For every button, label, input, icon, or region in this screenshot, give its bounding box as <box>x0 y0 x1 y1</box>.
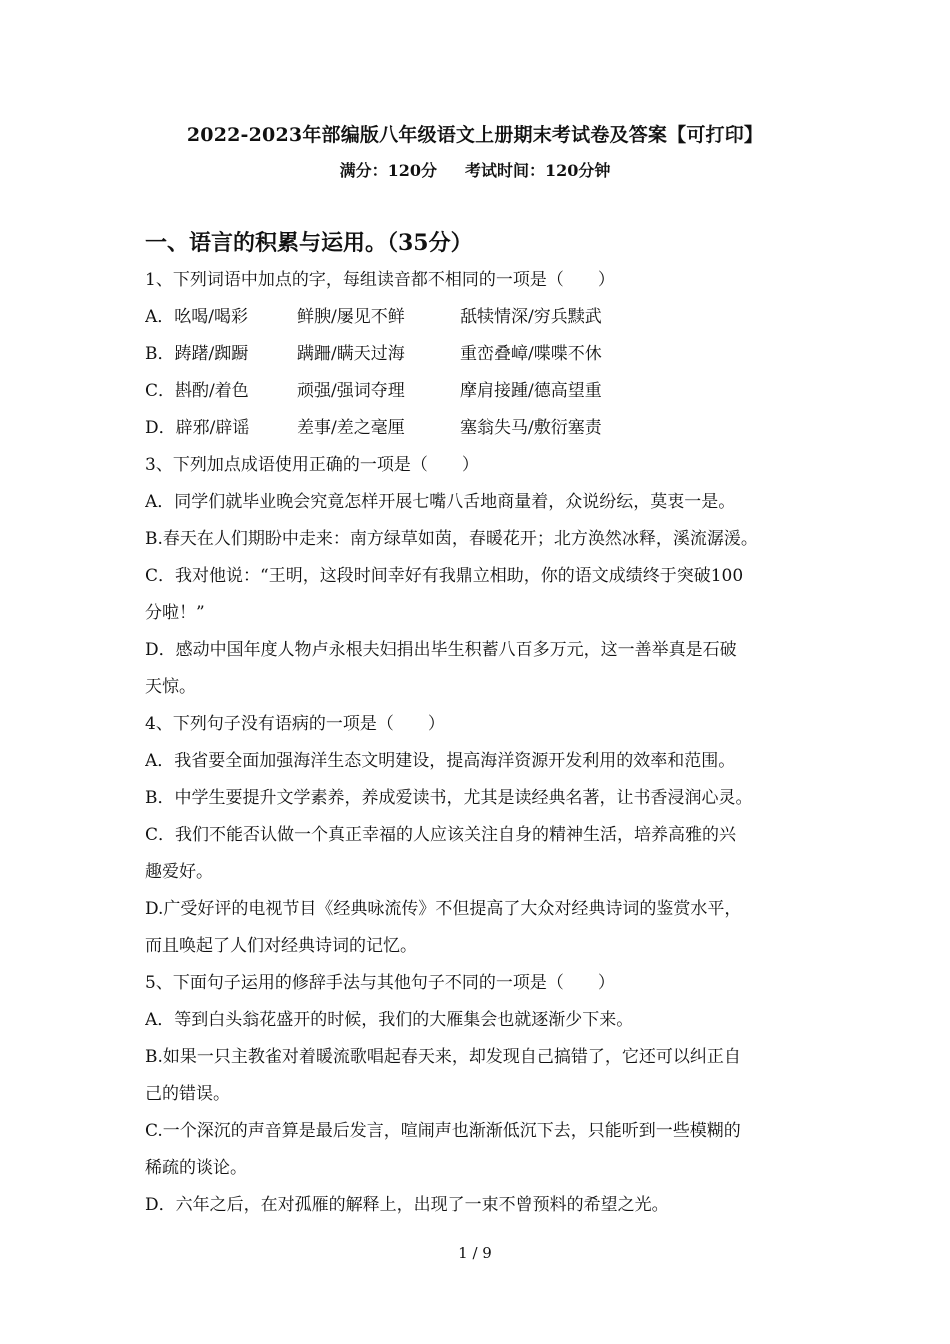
question-5-option-c: C.一个深沉的声音算是最后发言，喧闹声也渐渐低沉下去，只能听到一些模糊的 <box>145 1121 741 1141</box>
question-3-option-c-cont: 分啦！” <box>145 603 205 623</box>
question-3-option-c: C．我对他说：“王明，这段时间幸好有我鼎立相助，你的语文成绩终于突破100 <box>145 566 744 586</box>
question-1-option-d <box>145 410 815 447</box>
exam-info <box>0 158 950 181</box>
option-cell: 塞翁失马/敷衍塞责 <box>460 418 602 438</box>
option-cell: 蹒跚/瞒天过海 <box>297 344 405 364</box>
question-4-stem: 4、下列句子没有语病的一项是（ ） <box>145 714 445 734</box>
option-cell: 鲜腴/屡见不鲜 <box>297 307 405 327</box>
question-3-option-b: B.春天在人们期盼中走来：南方绿草如茵，春暖花开；北方涣然冰释，溪流潺湲。 <box>145 529 758 549</box>
question-3-option-a: A．同学们就毕业晚会究竟怎样开展七嘴八舌地商量着，众说纷纭，莫衷一是。 <box>145 492 736 512</box>
option-cell: C．斟酌/着色 <box>145 381 249 401</box>
question-5-stem: 5、下面句子运用的修辞手法与其他句子不同的一项是（ ） <box>145 973 615 993</box>
option-cell: 差事/差之毫厘 <box>297 418 405 438</box>
question-5-option-d: D．六年之后，在对孤雁的解释上，出现了一束不曾预料的希望之光。 <box>145 1195 669 1215</box>
option-cell: 舐犊情深/穷兵黩武 <box>460 307 602 327</box>
option-cell: A．吆喝/喝彩 <box>145 307 249 327</box>
question-4-option-c: C．我们不能否认做一个真正幸福的人应该关注自身的精神生活，培养高雅的兴 <box>145 825 737 845</box>
option-cell: 重峦叠嶂/喋喋不休 <box>460 344 602 364</box>
option-cell: 顽强/强词夺理 <box>297 381 405 401</box>
question-5-option-b-cont: 己的错误。 <box>145 1084 230 1104</box>
question-4-option-b: B．中学生要提升文学素养，养成爱读书，尤其是读经典名著，让书香浸润心灵。 <box>145 788 753 808</box>
section-heading: 一、语言的积累与运用。（35分） <box>145 230 473 256</box>
question-1-stem: 1、下列词语中加点的字，每组读音都不相同的一项是（ ） <box>145 270 615 290</box>
exam-time: 考试时间：120分钟 <box>465 161 611 180</box>
question-5-option-b: B.如果一只主教雀对着暖流歌唱起春天来，却发现自己搞错了，它还可以纠正自 <box>145 1047 741 1067</box>
question-list <box>145 262 815 1224</box>
question-1-option-b <box>145 336 815 373</box>
option-cell: D．辟邪/辟谣 <box>145 418 250 438</box>
question-5-option-a: A．等到白头翁花盛开的时候，我们的大雁集会也就逐渐少下来。 <box>145 1010 634 1030</box>
question-4-option-a: A．我省要全面加强海洋生态文明建设，提高海洋资源开发利用的效率和范围。 <box>145 751 736 771</box>
option-cell: 摩肩接踵/德高望重 <box>460 381 602 401</box>
question-5-option-c-cont: 稀疏的谈论。 <box>145 1158 247 1178</box>
question-3-option-d-cont: 天惊。 <box>145 677 196 697</box>
question-4-option-c-cont: 趣爱好。 <box>145 862 213 882</box>
document-title: 2022-2023年部编版八年级语文上册期末考试卷及答案【可打印】 <box>186 124 764 146</box>
full-score: 满分：120分 <box>339 161 437 180</box>
option-cell: B．踌躇/踟蹰 <box>145 344 249 364</box>
question-4-option-d: D.广受好评的电视节目《经典咏流传》不但提高了大众对经典诗词的鉴赏水平， <box>145 899 742 919</box>
question-4-option-d-cont: 而且唤起了人们对经典诗词的记忆。 <box>145 936 417 956</box>
page-number: 1 / 9 <box>458 1244 492 1262</box>
question-1-option-c <box>145 373 815 410</box>
question-1-option-a <box>145 299 815 336</box>
question-3-stem: 3、下列加点成语使用正确的一项是（ ） <box>145 455 479 475</box>
question-3-option-d: D．感动中国年度人物卢永根夫妇捐出毕生积蓄八百多万元，这一善举真是石破 <box>145 640 737 660</box>
